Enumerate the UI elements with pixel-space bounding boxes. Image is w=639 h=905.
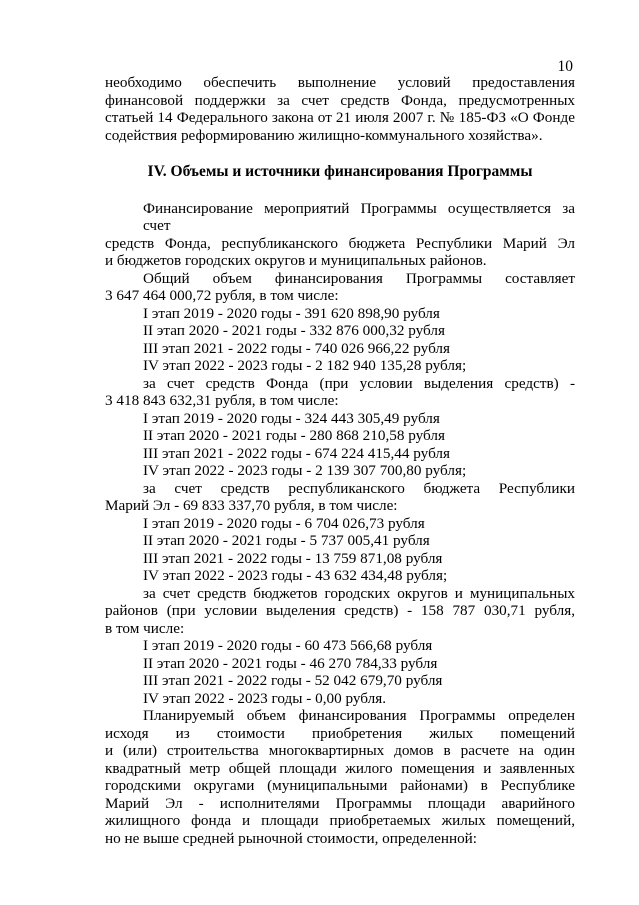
stage-line: III этап 2021 - 2022 годы - 13 759 871,08 рубля — [143, 549, 443, 567]
text-line: за счет средств республиканского бюджета Республики — [143, 479, 575, 497]
text-line: и (или) строительства многоквартирных домов в расчете на один — [105, 742, 575, 759]
text-line: Планируемый объем финансирования Программы определен — [143, 707, 575, 724]
text-line: 3 418 843 632,31 рубля, в том числе: — [105, 392, 339, 409]
text-line: необходимо обеспечить выполнение условий предоставления — [105, 74, 575, 91]
stage-line: II этап 2020 - 2021 годы - 332 876 000,32 рубля — [143, 322, 445, 339]
stage-line: III этап 2021 - 2022 годы - 52 042 679,70 рубля — [143, 672, 443, 689]
text-line: средств Фонда, республиканского бюджета Республики Марий Эл — [105, 234, 575, 252]
text-line: городскими округами (муниципальными районами) в Республике — [105, 777, 575, 794]
text-line: районов (при условии выделения средств) - 158 787 030,71 рубля, — [105, 602, 575, 619]
text-line: исходя из стоимости приобретения жилых помещений — [105, 724, 575, 742]
text-line: Финансирование мероприятий Программы осуществляется за счет — [143, 199, 575, 234]
text-line: Марий Эл - исполнителями Программы площади аварийного — [105, 794, 575, 812]
text-line: жилищного фонда и площади приобретаемых жилых помещений, — [105, 812, 575, 829]
text-line: и бюджетов городских округов и муниципальных районов. — [105, 252, 487, 269]
stage-line: II этап 2020 - 2021 годы - 280 868 210,58 рубля — [143, 427, 445, 444]
stage-line: III этап 2021 - 2022 годы - 740 026 966,22 рубля — [143, 339, 450, 357]
stage-line: II этап 2020 - 2021 годы - 46 270 784,33 рубля — [143, 654, 438, 672]
text-line: содействия реформированию жилищно-коммунального хозяйства». — [105, 126, 543, 144]
stage-line: III этап 2021 - 2022 годы - 674 224 415,44 рубля — [143, 444, 450, 462]
text-line: в том числе: — [105, 619, 185, 637]
text-line: Марий Эл - 69 833 337,70 рубля, в том числе: — [105, 497, 398, 514]
text-line: за счет средств Фонда (при условии выделения средств) - — [143, 374, 575, 392]
stage-line: IV этап 2022 - 2023 годы - 2 182 940 135,28 рубля; — [143, 357, 467, 374]
stage-line: IV этап 2022 - 2023 годы - 2 139 307 700,80 рубля; — [143, 462, 467, 479]
document-body — [105, 74, 575, 847]
stage-line: I этап 2019 - 2020 годы - 6 704 026,73 рубля — [143, 514, 425, 532]
stage-line: I этап 2019 - 2020 годы - 324 443 305,49 рубля — [143, 409, 440, 427]
text-line: 3 647 464 000,72 рубля, в том числе: — [105, 287, 339, 304]
section-title: IV. Объемы и источники финансирования Программы — [147, 163, 533, 180]
text-line: квадратный метр общей площади жилого помещения и заявленных — [105, 759, 575, 777]
stage-line: II этап 2020 - 2021 годы - 5 737 005,41 рубля — [143, 532, 430, 549]
text-line: финансовой поддержки за счет средств Фонда, предусмотренных — [105, 91, 575, 109]
text-line: за счет средств бюджетов городских округов и муниципальных — [143, 584, 575, 602]
stage-line: I этап 2019 - 2020 годы - 60 473 566,68 рубля — [143, 637, 433, 654]
page-number: 10 — [557, 58, 573, 75]
stage-line: IV этап 2022 - 2023 годы - 43 632 434,48 рубля; — [143, 567, 448, 584]
stage-line: IV этап 2022 - 2023 годы - 0,00 рубля. — [143, 689, 387, 707]
text-line: статьей 14 Федерального закона от 21 июля 2007 г. № 185-ФЗ «О Фонде — [105, 109, 575, 126]
text-line: но не выше средней рыночной стоимости, определенной: — [105, 829, 478, 847]
stage-line: I этап 2019 - 2020 годы - 391 620 898,90 рубля — [143, 304, 440, 322]
text-line: Общий объем финансирования Программы составляет — [143, 269, 575, 287]
